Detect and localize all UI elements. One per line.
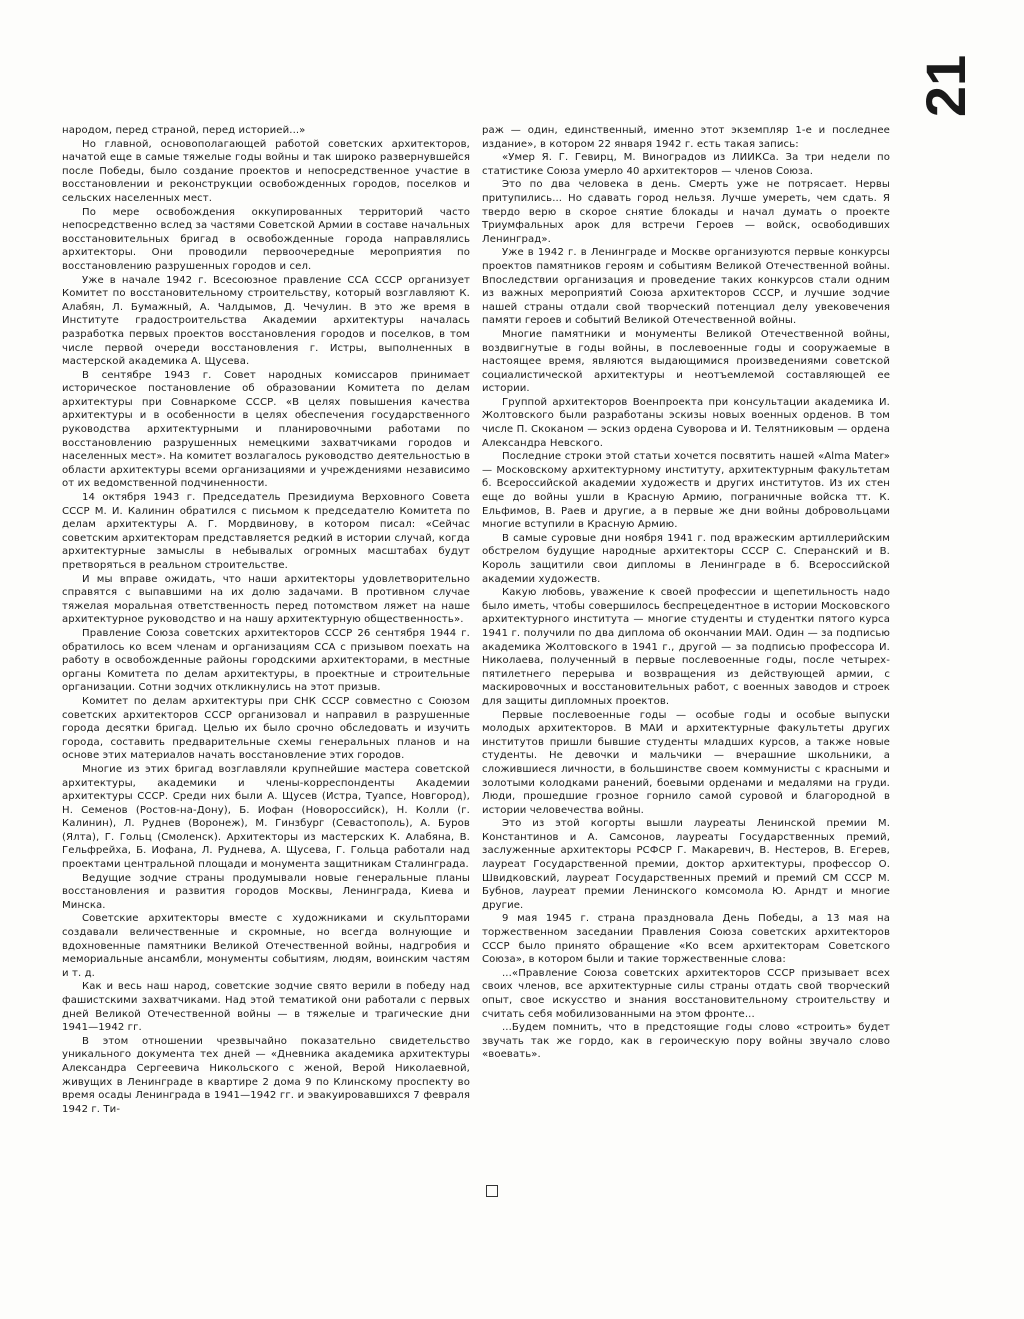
paragraph: Правление Союза советских архитекторов СССР 26 сентября 1944 г. обратилось ко всем членам и организациям ССА с призывом поехать на работу в освобожденные районы городскими архитекторами, в местные органы Комитета по делам архитектуры, в проектные и строительные организации. Сотни зодчих откликнулись на этот призыв.	[62, 627, 470, 694]
paragraph: Уже в 1942 г. в Ленинграде и Москве организуются первые конкурсы проектов памятников героям и событиям Великой Отечественной войны. Впоследствии организация и проведение таких конкурсов стали одним из важных мероприятий Союза архитекторов СССР, и лучшие зодчие нашей страны отдали свой творческий потенциал делу увековечения памяти героев и событий Великой Отечественной войны.	[482, 247, 890, 327]
paragraph: Комитет по делам архитектуры при СНК СССР совместно с Союзом советских архитекторов СССР организовал и направил в разрушенные города десятки бригад. Целью их было срочно обследовать и изучить города, составить предварительные схемы генеральных планов и на основе этих материалов начать восстановление этих городов.	[62, 695, 470, 762]
paragraph: ...Будем помнить, что в предстоящие годы слово «строить» будет звучать так же гордо, как в героическую пору войны звучало слово «воевать».	[482, 1022, 890, 1061]
paragraph: Первые послевоенные годы — особые годы и особые выпуски молодых архитекторов. В МАИ и архитектурные факультеты других институтов пришли бывшие студенты младших курсов, а также новые студенты. Не девочки и мальчики — вчерашние школьники, а сложившиеся личности, в большинстве своем коммунисты с красными и золотыми колодками ранений, боевыми орденами и медалями на груди. Люди, прошедшие грозное горнило самой суровой и благородной в истории человечества войны.	[482, 709, 890, 816]
right-column	[482, 124, 890, 1062]
paragraph: По мере освобождения оккупированных территорий часто непосредственно вслед за частями Советской Армии в составе начальных восстановительных бригад в освобожденные города направлялись архитекторы. Они проводили первоочередные мероприятия по восстановлению разрушенных городов и сел.	[62, 206, 470, 272]
paragraph: Ведущие зодчие страны продумывали новые генеральные планы восстановления и развития городов Москвы, Ленинграда, Киева и Минска.	[62, 872, 470, 911]
paragraph: 9 мая 1945 г. страна праздновала День Победы, а 13 мая на торжественном заседании Правления Союза советских архитекторов СССР было принято обращение «Ко всем архитекторам Советского Союза», в котором были и такие торжественные слова:	[482, 913, 890, 966]
paragraph: ...«Правление Союза советских архитекторов СССР призывает всех своих членов, все архитектурные силы страны отдать свой творческий опыт, свое искусство и знания восстановительному строительству и считать себя мобилизованными на этом фронте...	[482, 967, 890, 1020]
paragraph: «Умер Я. Г. Гевирц, М. Виноградов из ЛИИКСа. За три недели по статистике Союза умерло 40 архитекторов — членов Союза.	[482, 152, 890, 177]
paragraph: Уже в начале 1942 г. Всесоюзное правление ССА СССР организует Комитет по восстановительному строительству, который возглавляют К. Алабян, Л. Бумажный, А. Чалдымов, Д. Чечулин. В это же время в Институте градостроительства Академии архитектуры началась разработка первых проектов восстановления городов и поселков, в том числе первой очереди восстановления г. Истры, выполненных в мастерской академика А. Щусева.	[62, 274, 470, 368]
paragraph: Многие из этих бригад возглавляли крупнейшие мастера советской архитектуры, академики и члены-корреспонденты Академии архитектуры СССР. Среди них были А. Щусев (Истра, Туапсе, Новгород), Н. Семенов (Ростов-на-Дону), Б. Иофан (Новороссийск), Н. Колли (г. Калинин), Л. Руднев (Воронеж), М. Гинзбург (Севастополь), А. Буров (Ялта), Г. Гольц (Смоленск). Архитекторы из мастерских К. Алабяна, В. Гельфрейха, Б. Иофана, Л. Руднева, А. Щусева, Г. Гольца работали над проектами центральной площади и монумента защитникам Сталинграда.	[62, 763, 470, 871]
paragraph: Последние строки этой статьи хочется посвятить нашей «Alma Mater» — Московскому архитектурному институту, архитектурным факультетам б. Всероссийской академии художеств и других институтов. Из их стен еще до войны ушли в Красную Армию, пограничные войска тт. К. Ельфимов, В. Раев и другие, а в первые же дни войны добровольцами многие вступили в Красную Армию.	[482, 451, 890, 531]
paragraph: В этом отношении чрезвычайно показательно свидетельство уникального документа тех дней — «Дневника академика архитектуры Александра Сергеевича Никольского с женой, Верой Николаевной, живущих в Ленинграде в квартире 2 дома 9 по Клинскому проспекту во время осады Ленинграда в 1941—1942 гг. и эвакуировавшихся 7 февраля 1942 г. Ти-	[62, 1035, 470, 1115]
paragraph: раж — один, единственный, именно этот экземпляр 1-е и последнее издание», в котором 22 января 1942 г. есть такая запись:	[482, 125, 890, 150]
paragraph: Но главной, основополагающей работой советских архитекторов, начатой еще в самые тяжелые годы войны и так широко развернувшейся после Победы, было создание проектов и непосредственное участие в восстановлении и реконструкции освобожденных городов, поселков и сельских населенных мест.	[62, 138, 470, 204]
paragraph: Это по два человека в день. Смерть уже не потрясает. Нервы притупились... Но сдавать город нельзя. Лучше умереть, чем сдать. Я твердо верю в скорое снятие блокады и начал думать о проекте Триумфальных арок для встречи Героев — войск, освободивших Ленинград».	[482, 179, 890, 245]
page-number: 21	[914, 54, 977, 118]
paragraph: И мы вправе ожидать, что наши архитекторы удовлетворительно справятся с выпавшими на их долю задачами. В противном случае тяжелая моральная ответственность перед потомством ляжет на наше архитектурное руководство и на нашу архитектурную общественность».	[62, 573, 470, 626]
paragraph: Многие памятники и монументы Великой Отечественной войны, воздвигнутые в годы войны, в послевоенные годы и сооружаемые в настоящее время, являются выдающимися произведениями советской социалистической архитектуры и неотъемлемой составляющей ее истории.	[482, 328, 890, 395]
paragraph: 14 октября 1943 г. Председатель Президиума Верховного Совета СССР М. И. Калинин обратился с письмом к председателю Комитета по делам архитектуры А. Г. Мордвинову, в котором писал: «Сейчас советским архитекторам представляется редкий в истории случай, когда архитектурные замыслы в небывалых огромных масштабах будут претворяться в реальном строительстве.	[62, 492, 470, 571]
left-column	[62, 124, 470, 1116]
paragraph: Советские архитекторы вместе с художниками и скульпторами создавали величественные и скромные, но всегда волнующие и вдохновенные памятники Великой Отечественной войны, надгробия и мемориальные ансамбли, монументы событиям, людям, воинским частям и т. д.	[62, 913, 470, 979]
paragraph: Группой архитекторов Военпроекта при консультации академика И. Жолтовского были разработаны эскизы новых военных орденов. В том числе П. Скоканом — эскиз ордена Суворова и И. Телятниковым — ордена Александра Невского.	[482, 396, 890, 449]
paragraph: Это из этой когорты вышли лауреаты Ленинской премии М. Константинов и А. Самсонов, лауреаты Государственных премий, заслуженные архитекторы РСФСР Г. Макаревич, В. Нестеров, В. Егерев, лауреат Государственной премии, доктор архитектуры, профессор О. Швидковский, лауреат Государственных премий и премий СМ СССР М. Бубнов, лауреат премии Ленинского комсомола Ю. Арндт и многие другие.	[482, 818, 890, 911]
paragraph: Какую любовь, уважение к своей профессии и щепетильность надо было иметь, чтобы совершилось беспрецедентное в истории Московского архитектурного института — многие студенты и студентки пятого курса 1941 г. получили по два диплома об окончании МАИ. Один — за подписью академика Жолтовского в 1941 г., другой — за подписью профессора И. Николаева, полученный в первые послевоенные годы, после четырех-пятилетнего перерыва и возвращения из действующей армии, с маскировочных и восстановительных работ, с военных заводов и строек для защиты дипломных проектов.	[482, 587, 890, 707]
paragraph: народом, перед страной, перед историей...»	[62, 125, 306, 136]
paragraph: В самые суровые дни ноября 1941 г. под вражеским артиллерийским обстрелом будущие народные архитекторы СССР С. Сперанский и В. Король защитили свои дипломы в Ленинграде в б. Всероссийской академии художеств.	[482, 532, 890, 585]
paragraph: Как и весь наш народ, советские зодчие свято верили в победу над фашистскими захватчиками. Над этой тематикой они работали с первых дней Великой Отечественной войны — в тяжелые и трагические дни 1941—1942 гг.	[62, 981, 470, 1034]
paragraph: В сентябре 1943 г. Совет народных комиссаров принимает историческое постановление об образовании Комитета по делам архитектуры при Совнаркоме СССР. «В целях повышения качества архитектуры и в особенности в целях обеспечения государственного руководства архитектурными и планировочными работами по восстановлению разрушенных немецкими захватчиками городов и населенных мест». На комитет возлагалось руководство деятельностью в области архитектуры всеми организациями и учреждениями независимо от их ведомственной подчиненности.	[62, 369, 470, 490]
end-of-article-square-icon	[486, 1185, 498, 1197]
